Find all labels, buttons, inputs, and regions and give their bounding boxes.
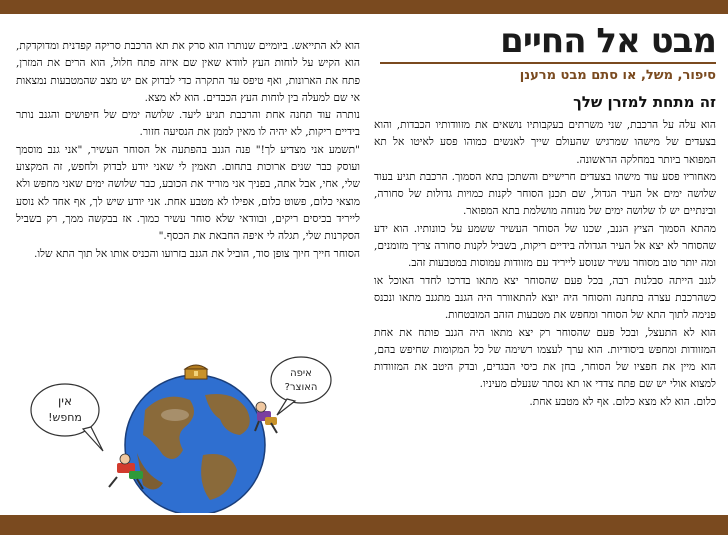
top-bar [0, 0, 728, 14]
masthead [380, 20, 716, 83]
paragraph: הוא לא התייאש. ביומיים שנותרו הוא סרק את תא הרכבת סריקה קפדנית ומדוקדקת, הוא הקיש על לוחות העץ לוודא שאין שם איזה פתח חלול, הוא הרים את המזרן, פתח את הארונות, ואף טיפס עד התקרה כדי לבדוק אם יש מצב שהמטבעות נמצאות אי שם למעלה בין לוחות העץ הכבדים. הוא לא מצא. [16, 40, 360, 104]
paragraph: כלום. הוא לא מצא כלום. אף לא מטבע אחת. [529, 395, 716, 408]
bubble-right-line-1: איפה [290, 368, 312, 379]
paragraph: לגנב הייתה סבלנות רבה, בכל פעם שהסוחר יצא מתאו בדרכו לחדר האוכל או כשהרכבת עצרה בתחנה והסוחר היה יוצא להתאוורר היה הגנב מתגנב מתאו ונכנס פנימה לתוך התא של הסוחר ומחפש את מטבעות הזהב המובטחות. [374, 274, 716, 322]
treasure-chest-icon [185, 365, 207, 379]
masthead-title: מבט אל החיים [500, 21, 716, 61]
bottom-bar [0, 515, 728, 535]
paragraph: נותרה עוד תחנה אחת והרכבת תגיע ליעד. שלושה ימים של חיפושים והגנב נותר בידיים ריקות, לא יהיה לו מאין לממן את הנסיעה חזור. [16, 109, 360, 139]
masthead-rule [380, 62, 716, 64]
globe [125, 375, 265, 513]
bubble-left-line-1: אין [58, 394, 72, 408]
article-heading: זה מתחת למזרן שלך [573, 93, 716, 111]
right-column [374, 117, 716, 411]
speech-bubble-right [271, 357, 331, 415]
globe-illustration [25, 355, 357, 513]
speech-bubble-left [31, 384, 103, 451]
paragraph: הוא עלה על הרכבת, שני משרתים בעקבותיו נושאים את מזוודותיו הכבדות, והוא בצעדים של מישהו שמרגיש שהעולם שייך לאנשים כמוהו פסע לאיטו אל תא המפואר ביותר במחלקה הראשונה. [374, 119, 716, 166]
paragraph: "תשמע אני מצדיע לך!" פנה הגנב בהפתעה אל הסוחר העשיר, "אני גנב מוסמך ועוסק כבר שנים ארוכות בתחום. תאמין לי שאני יודע לבדוק ולחפש, זה המקצוע שלי, אחי, אבל אתה, בפניך אני מוריד את הכובע, כבר שלושה ימים שאני מחפש ולא מוצאי כלום, פשוט כלום, אפילו לא מטבע אחת. אני יודע שיש לך, אף אחד לא נוסע לייריד בכיסים ריקים, ובוודאי שלא סוחר עשיר כמוך. אז בבקשה ממך, רק בשביל הסקרנות שלי, תגלה לי איפה החבאת את הכסף." [16, 143, 360, 243]
paragraph: מאחוריו פסע עוד מישהו בצעדים חרישיים והשתכן בתא הסמוך. הרכבת תגיע בעוד שלושה ימים אל העיר הגדול, שם תכנן הסוחר לקנות כמויות גדולות של סחורה, ובינתיים יש לו שלושה ימים של מנוחה מושלמת בתא המפואר. [374, 170, 716, 218]
bubble-left-line-2: מחפש! [48, 411, 82, 424]
paragraph: הסוחר חייך חיוך צופן סוד, הוביל את הגנב בזרועו והכניס אותו אל תוך התא שלו. [33, 247, 360, 260]
masthead-subtitle: סיפור, משל, או סתם מבט מרענן [519, 68, 716, 83]
left-column [16, 38, 360, 263]
paragraph: מהתא הסמוך הציץ הגנב, שכנו של הסוחר העשיר ששמע על כוונותיו. הוא ידע שהסוחר לא יצא אל העיר הגדולה בידיים ריקות, בשביל לקנות סחורה צריך מזומנים, ומה יותר טוב מסוחר עשיר שנוסע לייריד עם מזוודות עמוסות במטבעות זהב. [374, 222, 716, 270]
paragraph: הוא לא התעצל, ובכל פעם שהסוחר רק יצא מתאו היה הגנב פותח את אחת המזוודות ומחפש ביסודיות. הוא ערך לעצמו רשימה של כל המקומות שחיפש בהם, הוא מיין את חפציו של הסוחר, בחן את כיסי הבגדים, ובדק היטב את המזוודות למצוא אולי יש שם פתח צדדי או תא נסתר שנעלם מעיניו. [374, 326, 716, 391]
bubble-right-line-2: האוצר? [284, 382, 318, 393]
